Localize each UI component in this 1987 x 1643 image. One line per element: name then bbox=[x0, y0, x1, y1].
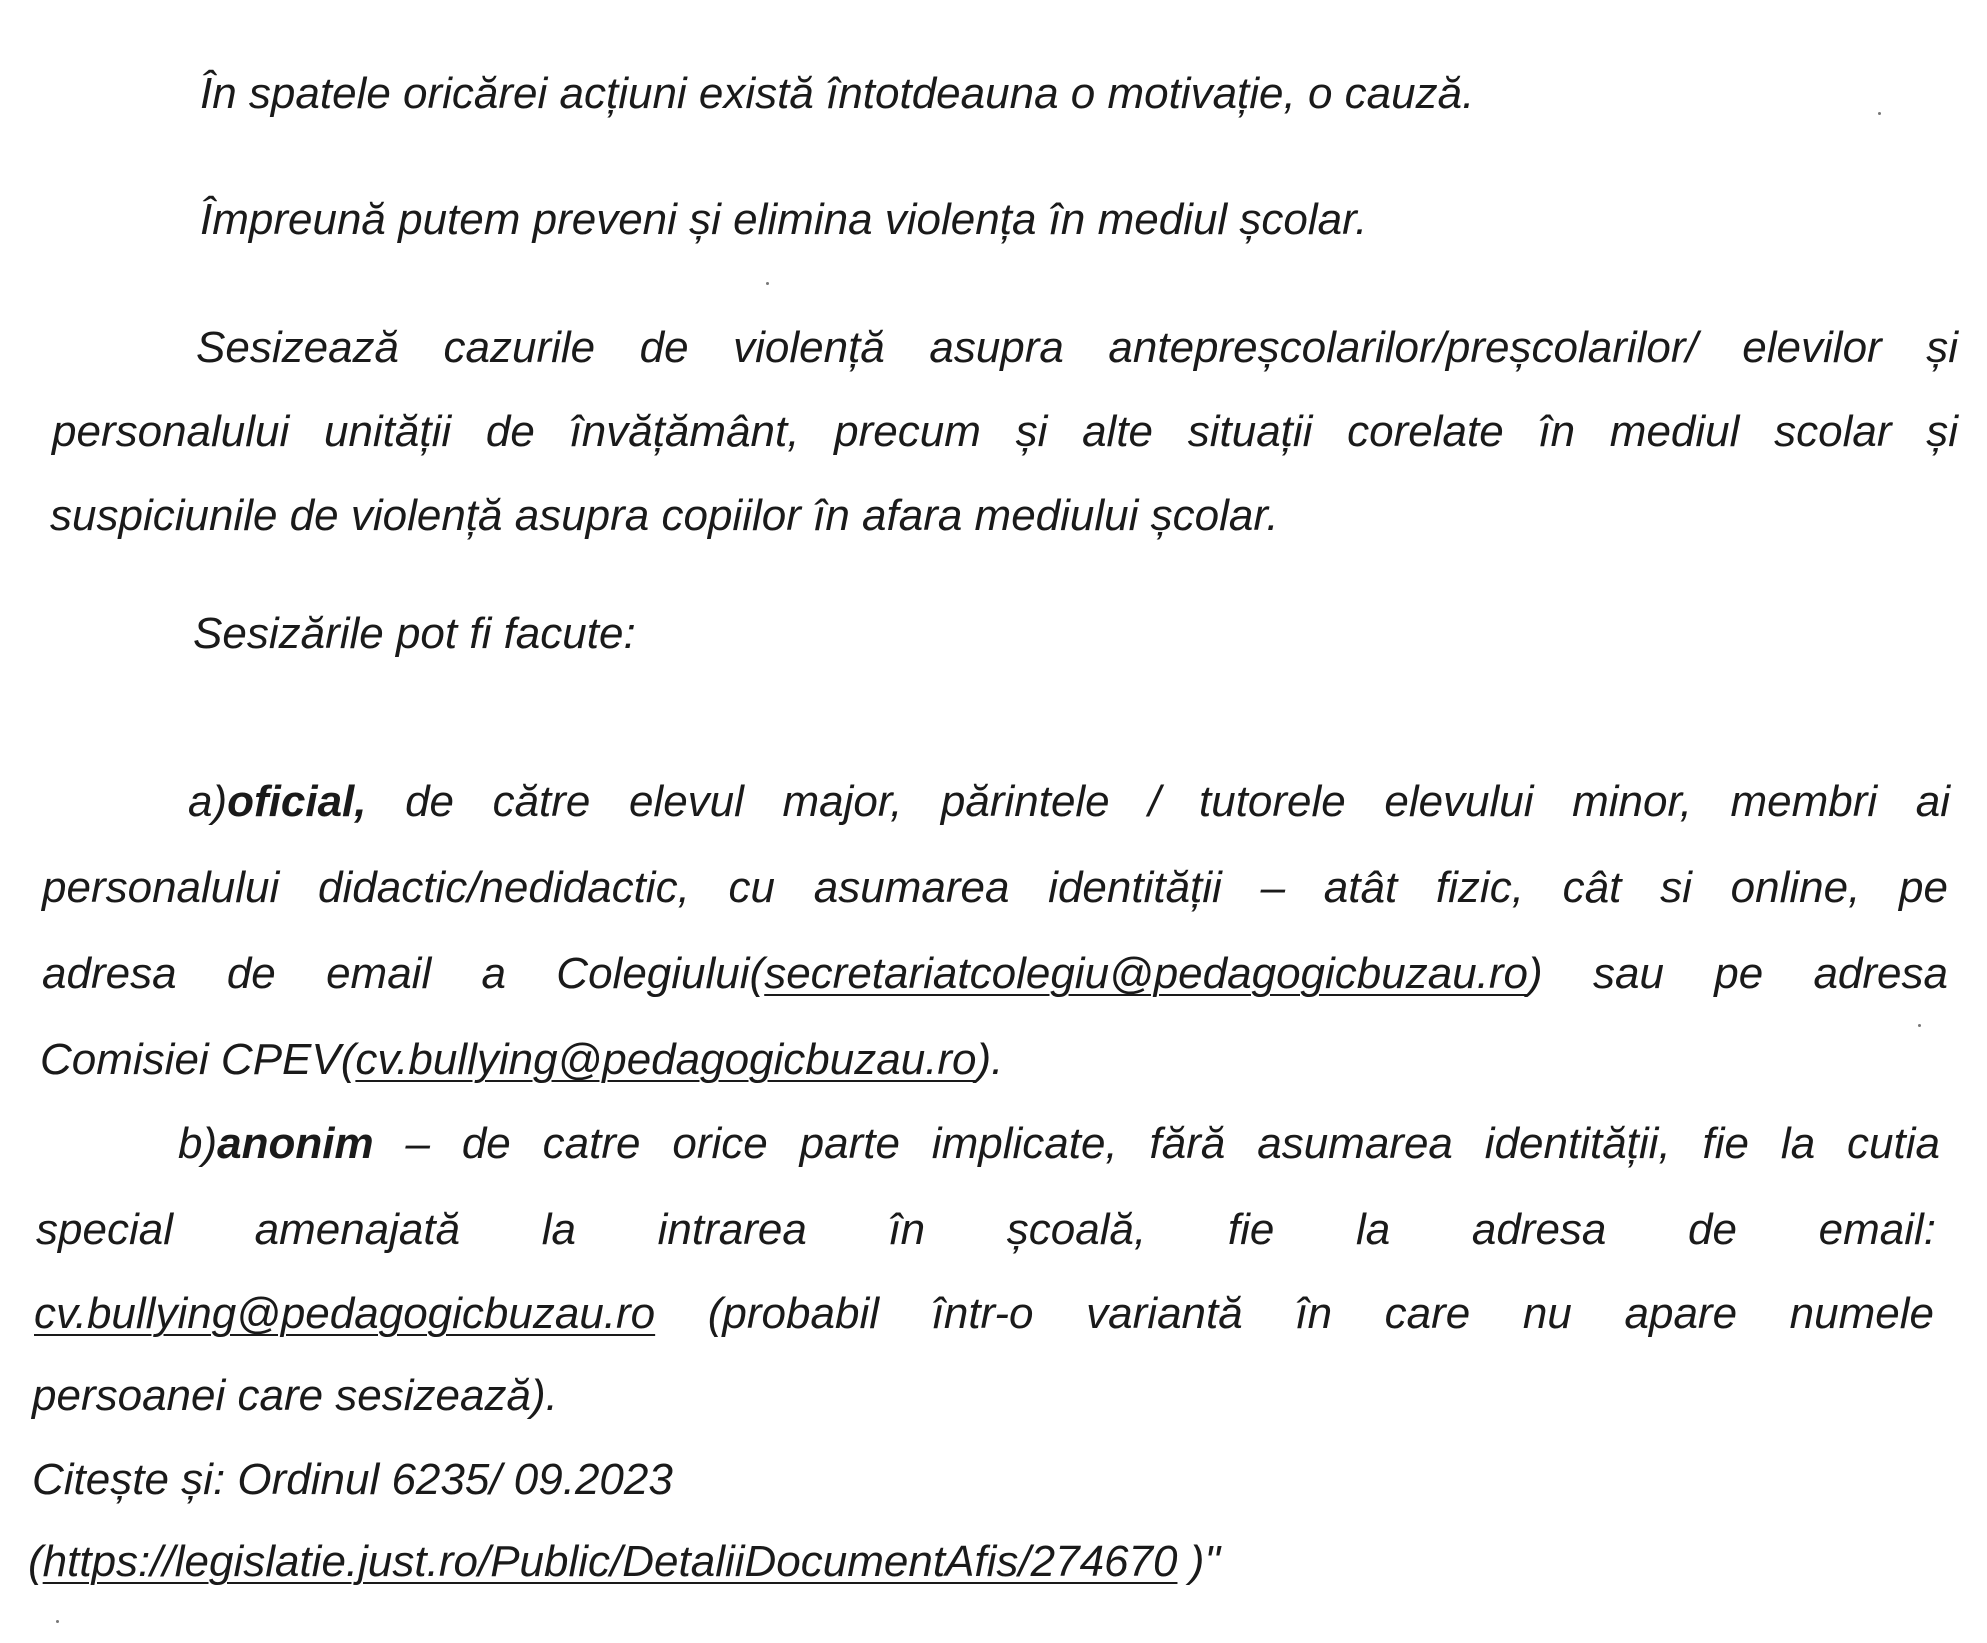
legislation-link[interactable]: https://legislatie.just.ro/Public/DetaliiDocumentAfis/274670 bbox=[42, 1537, 1178, 1586]
anonymous-email-link[interactable]: cv.bullying@pedagogicbuzau.ro bbox=[34, 1289, 656, 1338]
scan-speck bbox=[766, 282, 769, 285]
item-official-prefix: a) bbox=[188, 777, 228, 826]
paragraph-prevention: Împreună putem preveni și elimina violența în mediul școlar. bbox=[200, 195, 1368, 244]
item-official-line2: personalului didactic/nedidactic, cu asumarea identității – atât fizic, cât si online, pe bbox=[42, 863, 1948, 912]
paragraph-report-line1: Sesizează cazurile de violență asupra antepreșcolarilor/preșcolarilor/ elevilor și bbox=[196, 323, 1958, 372]
item-anonymous-prefix: b) bbox=[178, 1119, 218, 1168]
item-anonymous-line4: persoanei care sesizează). bbox=[32, 1371, 558, 1420]
reference-order: Citește și: Ordinul 6235/ 09.2023 bbox=[32, 1455, 673, 1504]
item-anonymous-line1-text: – de catre orice parte implicate, fără asumarea identității, fie la cutia bbox=[373, 1119, 1940, 1168]
reference-close: )" bbox=[1177, 1537, 1220, 1586]
item-official-line4-text: Comisiei CPEV( bbox=[40, 1035, 356, 1084]
item-official-line1 bbox=[188, 760, 1950, 844]
item-anonymous-line1 bbox=[178, 1102, 1940, 1186]
item-official-line1-text: de către elevul major, părintele / tutorele elevului minor, membri ai bbox=[366, 777, 1950, 826]
item-official-line3-end: ) sau pe adresa bbox=[1528, 949, 1949, 998]
item-anonymous-line3-text: (probabil într-o variantă în care nu apare numele bbox=[655, 1289, 1934, 1338]
cpev-email-link[interactable]: cv.bullying@pedagogicbuzau.ro bbox=[355, 1035, 977, 1084]
item-official-line3-text: adresa de email a Colegiului( bbox=[42, 949, 765, 998]
item-official-line4-end: ). bbox=[976, 1035, 1004, 1084]
item-official-label: oficial, bbox=[227, 777, 367, 826]
paragraph-report-line3: suspiciunile de violență asupra copiilor în afara mediului școlar. bbox=[50, 491, 1279, 540]
item-official-line3 bbox=[42, 932, 1948, 1016]
paragraph-report-line2: personalului unității de învățământ, precum și alte situații corelate în mediul scolar și bbox=[52, 407, 1958, 456]
item-anonymous-line2: special amenajată la intrarea în școală, fie la adresa de email: bbox=[36, 1205, 1936, 1254]
scan-speck bbox=[1878, 112, 1881, 115]
item-anonymous-line3 bbox=[34, 1272, 1934, 1356]
college-email-link[interactable]: secretariatcolegiu@pedagogicbuzau.ro bbox=[764, 949, 1529, 998]
scan-speck bbox=[1918, 1024, 1921, 1027]
item-official-line4 bbox=[40, 1018, 1003, 1102]
reference-link-line bbox=[28, 1520, 1220, 1604]
scan-speck bbox=[56, 1620, 59, 1623]
paragraph-motivation: În spatele oricărei acțiuni există întotdeauna o motivație, o cauză. bbox=[200, 69, 1475, 118]
reports-intro: Sesizările pot fi facute: bbox=[193, 609, 636, 658]
reference-open-paren: ( bbox=[28, 1537, 43, 1586]
item-anonymous-label: anonim bbox=[217, 1119, 374, 1168]
